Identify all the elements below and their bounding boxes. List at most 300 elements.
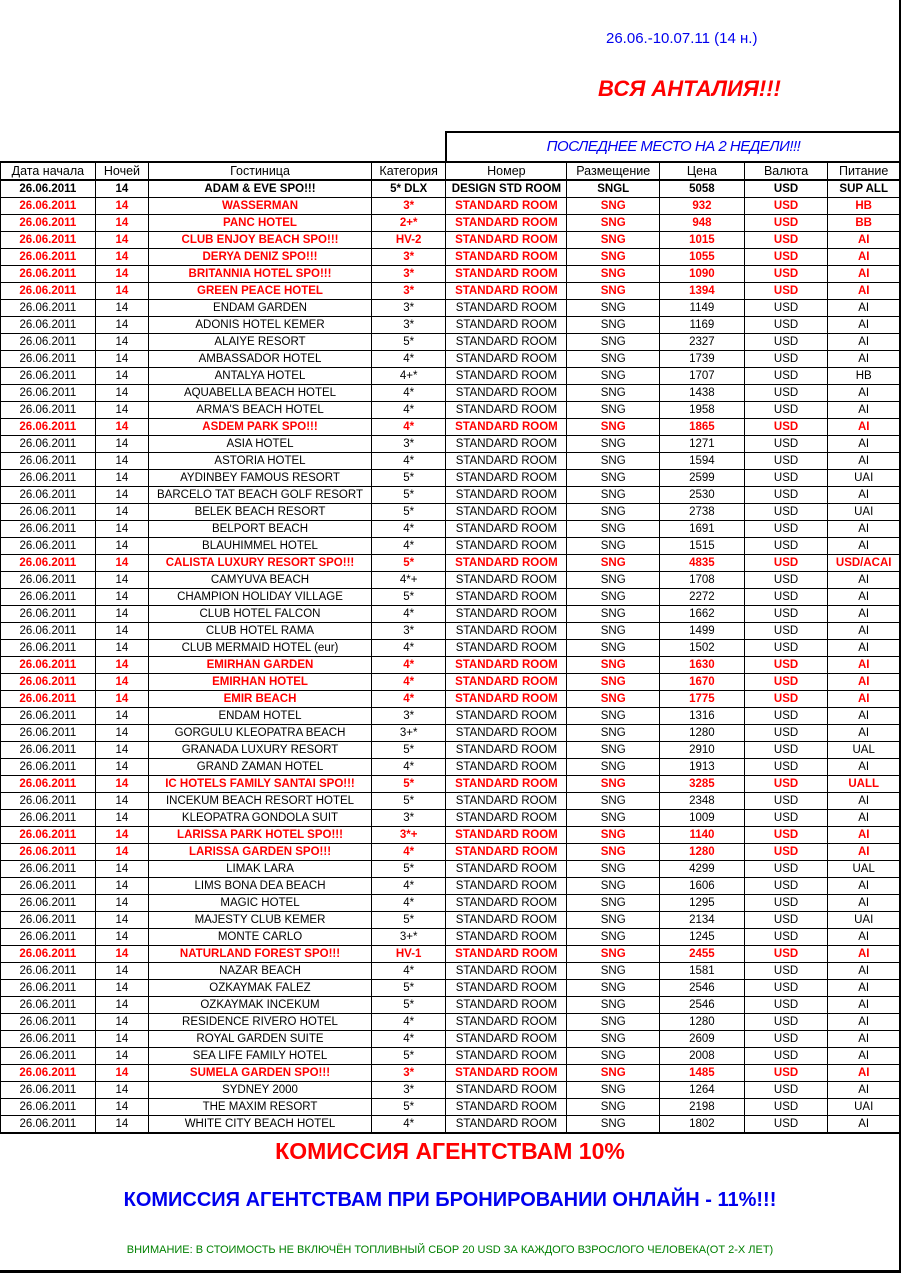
cell-occupancy: SNG	[567, 368, 660, 385]
cell-price: 2198	[660, 1099, 745, 1116]
cell-meal: AI	[828, 249, 900, 266]
cell-room: STANDARD ROOM	[446, 793, 567, 810]
table-row	[1, 1116, 900, 1134]
table-row	[1, 674, 900, 691]
table-header-row	[1, 162, 900, 180]
price-table	[0, 161, 900, 1134]
cell-hotel: ENDAM HOTEL	[149, 708, 372, 725]
cell-hotel: CLUB ENJOY BEACH SPO!!!	[149, 232, 372, 249]
cell-category: 4*	[371, 963, 446, 980]
cell-currency: USD	[744, 300, 828, 317]
cell-currency: USD	[744, 538, 828, 555]
cell-nights: 14	[95, 487, 148, 504]
cell-occupancy: SNG	[567, 521, 660, 538]
cell-meal: BB	[828, 215, 900, 232]
table-row	[1, 589, 900, 606]
cell-category: 5*	[371, 1099, 446, 1116]
cell-occupancy: SNG	[567, 232, 660, 249]
cell-start-date: 26.06.2011	[1, 538, 96, 555]
table-row	[1, 963, 900, 980]
cell-start-date: 26.06.2011	[1, 759, 96, 776]
cell-category: 3*	[371, 300, 446, 317]
cell-nights: 14	[95, 555, 148, 572]
cell-hotel: MAJESTY CLUB KEMER	[149, 912, 372, 929]
cell-room: STANDARD ROOM	[446, 708, 567, 725]
cell-price: 1739	[660, 351, 745, 368]
cell-occupancy: SNG	[567, 708, 660, 725]
cell-nights: 14	[95, 810, 148, 827]
cell-start-date: 26.06.2011	[1, 180, 96, 198]
cell-hotel: DERYA DENIZ SPO!!!	[149, 249, 372, 266]
cell-price: 1169	[660, 317, 745, 334]
column-header-category: Категория	[371, 162, 446, 180]
cell-currency: USD	[744, 1065, 828, 1082]
cell-nights: 14	[95, 283, 148, 300]
cell-currency: USD	[744, 691, 828, 708]
table-row	[1, 1082, 900, 1099]
cell-currency: USD	[744, 810, 828, 827]
cell-hotel: OZKAYMAK FALEZ	[149, 980, 372, 997]
table-row	[1, 555, 900, 572]
table-row	[1, 538, 900, 555]
cell-occupancy: SNG	[567, 436, 660, 453]
cell-room: STANDARD ROOM	[446, 555, 567, 572]
cell-category: 5*	[371, 793, 446, 810]
cell-nights: 14	[95, 402, 148, 419]
cell-start-date: 26.06.2011	[1, 742, 96, 759]
cell-hotel: ASDEM PARK SPO!!!	[149, 419, 372, 436]
cell-category: 4*	[371, 538, 446, 555]
cell-currency: USD	[744, 640, 828, 657]
cell-room: STANDARD ROOM	[446, 844, 567, 861]
cell-price: 1316	[660, 708, 745, 725]
cell-category: 5*	[371, 504, 446, 521]
cell-hotel: NAZAR BEACH	[149, 963, 372, 980]
cell-hotel: WHITE CITY BEACH HOTEL	[149, 1116, 372, 1134]
cell-start-date: 26.06.2011	[1, 419, 96, 436]
cell-price: 1394	[660, 283, 745, 300]
cell-hotel: LARISSA PARK HOTEL SPO!!!	[149, 827, 372, 844]
cell-price: 1707	[660, 368, 745, 385]
cell-meal: AI	[828, 759, 900, 776]
cell-meal: AI	[828, 929, 900, 946]
cell-price: 932	[660, 198, 745, 215]
table-row	[1, 708, 900, 725]
cell-category: 4*	[371, 844, 446, 861]
table-row	[1, 436, 900, 453]
cell-room: STANDARD ROOM	[446, 283, 567, 300]
cell-room: STANDARD ROOM	[446, 929, 567, 946]
cell-nights: 14	[95, 317, 148, 334]
cell-nights: 14	[95, 470, 148, 487]
cell-currency: USD	[744, 708, 828, 725]
commission-online-text: КОМИССИЯ АГЕНТСТВАМ ПРИ БРОНИРОВАНИИ ОНЛАЙН - 11%!!!	[123, 1189, 777, 1211]
cell-hotel: ENDAM GARDEN	[149, 300, 372, 317]
cell-category: 3*+	[371, 827, 446, 844]
table-row	[1, 980, 900, 997]
cell-price: 1140	[660, 827, 745, 844]
cell-nights: 14	[95, 198, 148, 215]
cell-room: STANDARD ROOM	[446, 436, 567, 453]
table-row	[1, 521, 900, 538]
cell-meal: AI	[828, 606, 900, 623]
cell-room: STANDARD ROOM	[446, 215, 567, 232]
cell-price: 1485	[660, 1065, 745, 1082]
cell-hotel: MONTE CARLO	[149, 929, 372, 946]
cell-currency: USD	[744, 402, 828, 419]
cell-meal: AI	[828, 1048, 900, 1065]
cell-occupancy: SNG	[567, 844, 660, 861]
cell-price: 1662	[660, 606, 745, 623]
cell-room: STANDARD ROOM	[446, 997, 567, 1014]
cell-meal: AI	[828, 402, 900, 419]
cell-category: 4*	[371, 1031, 446, 1048]
cell-room: STANDARD ROOM	[446, 895, 567, 912]
cell-meal: AI	[828, 300, 900, 317]
cell-start-date: 26.06.2011	[1, 198, 96, 215]
cell-meal: UAI	[828, 1099, 900, 1116]
cell-room: STANDARD ROOM	[446, 742, 567, 759]
cell-start-date: 26.06.2011	[1, 1099, 96, 1116]
cell-occupancy: SNG	[567, 725, 660, 742]
cell-nights: 14	[95, 946, 148, 963]
cell-category: 4*	[371, 521, 446, 538]
cell-nights: 14	[95, 640, 148, 657]
cell-nights: 14	[95, 708, 148, 725]
table-row	[1, 385, 900, 402]
table-row	[1, 793, 900, 810]
cell-room: STANDARD ROOM	[446, 1082, 567, 1099]
cell-start-date: 26.06.2011	[1, 436, 96, 453]
cell-occupancy: SNG	[567, 742, 660, 759]
cell-price: 2546	[660, 980, 745, 997]
column-header-start-date: Дата начала	[1, 162, 96, 180]
cell-nights: 14	[95, 1065, 148, 1082]
cell-room: STANDARD ROOM	[446, 810, 567, 827]
cell-category: 4*	[371, 351, 446, 368]
cell-occupancy: SNG	[567, 674, 660, 691]
table-row	[1, 300, 900, 317]
cell-start-date: 26.06.2011	[1, 351, 96, 368]
cell-start-date: 26.06.2011	[1, 895, 96, 912]
cell-room: STANDARD ROOM	[446, 351, 567, 368]
cell-nights: 14	[95, 232, 148, 249]
cell-room: STANDARD ROOM	[446, 232, 567, 249]
cell-category: 5*	[371, 487, 446, 504]
cell-meal: UAL	[828, 742, 900, 759]
cell-occupancy: SNG	[567, 895, 660, 912]
cell-price: 1670	[660, 674, 745, 691]
cell-occupancy: SNG	[567, 504, 660, 521]
cell-hotel: ANTALYA HOTEL	[149, 368, 372, 385]
cell-start-date: 26.06.2011	[1, 521, 96, 538]
cell-price: 2738	[660, 504, 745, 521]
cell-meal: AI	[828, 640, 900, 657]
cell-start-date: 26.06.2011	[1, 793, 96, 810]
cell-nights: 14	[95, 215, 148, 232]
cell-room: STANDARD ROOM	[446, 946, 567, 963]
cell-category: 5*	[371, 742, 446, 759]
table-row	[1, 419, 900, 436]
cell-nights: 14	[95, 1116, 148, 1134]
cell-occupancy: SNG	[567, 419, 660, 436]
cell-currency: USD	[744, 504, 828, 521]
cell-meal: AI	[828, 997, 900, 1014]
cell-price: 1149	[660, 300, 745, 317]
cell-room: STANDARD ROOM	[446, 640, 567, 657]
cell-start-date: 26.06.2011	[1, 725, 96, 742]
cell-occupancy: SNG	[567, 1014, 660, 1031]
cell-meal: AI	[828, 419, 900, 436]
cell-meal: AI	[828, 572, 900, 589]
cell-currency: USD	[744, 1116, 828, 1134]
cell-meal: AI	[828, 793, 900, 810]
cell-start-date: 26.06.2011	[1, 1048, 96, 1065]
cell-hotel: LIMAK LARA	[149, 861, 372, 878]
cell-category: 3*	[371, 1082, 446, 1099]
cell-price: 948	[660, 215, 745, 232]
cell-hotel: ARMA'S BEACH HOTEL	[149, 402, 372, 419]
cell-hotel: SUMELA GARDEN SPO!!!	[149, 1065, 372, 1082]
cell-currency: USD	[744, 657, 828, 674]
cell-occupancy: SNG	[567, 487, 660, 504]
table-row	[1, 1099, 900, 1116]
cell-category: 4*	[371, 1116, 446, 1134]
cell-start-date: 26.06.2011	[1, 317, 96, 334]
cell-currency: USD	[744, 555, 828, 572]
column-header-room: Номер	[446, 162, 567, 180]
cell-start-date: 26.06.2011	[1, 929, 96, 946]
cell-occupancy: SNG	[567, 657, 660, 674]
cell-price: 1015	[660, 232, 745, 249]
cell-currency: USD	[744, 334, 828, 351]
cell-hotel: EMIRHAN HOTEL	[149, 674, 372, 691]
cell-room: STANDARD ROOM	[446, 538, 567, 555]
cell-hotel: SYDNEY 2000	[149, 1082, 372, 1099]
cell-currency: USD	[744, 317, 828, 334]
cell-start-date: 26.06.2011	[1, 861, 96, 878]
cell-room: STANDARD ROOM	[446, 470, 567, 487]
cell-price: 1515	[660, 538, 745, 555]
cell-room: STANDARD ROOM	[446, 980, 567, 997]
cell-occupancy: SNGL	[567, 180, 660, 198]
cell-category: 5*	[371, 912, 446, 929]
cell-nights: 14	[95, 912, 148, 929]
cell-occupancy: SNG	[567, 215, 660, 232]
cell-price: 1775	[660, 691, 745, 708]
cell-nights: 14	[95, 180, 148, 198]
cell-currency: USD	[744, 606, 828, 623]
cell-meal: AI	[828, 351, 900, 368]
cell-occupancy: SNG	[567, 470, 660, 487]
cell-meal: AI	[828, 708, 900, 725]
commission-text: КОМИССИЯ АГЕНТСТВАМ 10%	[275, 1138, 625, 1164]
cell-category: 4*	[371, 606, 446, 623]
table-row	[1, 742, 900, 759]
cell-hotel: WASSERMAN	[149, 198, 372, 215]
cell-meal: AI	[828, 674, 900, 691]
cell-start-date: 26.06.2011	[1, 878, 96, 895]
table-row	[1, 266, 900, 283]
cell-start-date: 26.06.2011	[1, 385, 96, 402]
cell-nights: 14	[95, 742, 148, 759]
cell-meal: AI	[828, 691, 900, 708]
cell-meal: AI	[828, 980, 900, 997]
cell-nights: 14	[95, 980, 148, 997]
cell-nights: 14	[95, 504, 148, 521]
cell-price: 2599	[660, 470, 745, 487]
cell-meal: AI	[828, 827, 900, 844]
cell-category: 3*	[371, 810, 446, 827]
cell-price: 1581	[660, 963, 745, 980]
table-row	[1, 691, 900, 708]
cell-price: 2455	[660, 946, 745, 963]
cell-currency: USD	[744, 521, 828, 538]
table-row	[1, 334, 900, 351]
cell-currency: USD	[744, 266, 828, 283]
cell-nights: 14	[95, 606, 148, 623]
table-row	[1, 368, 900, 385]
cell-occupancy: SNG	[567, 589, 660, 606]
table-row	[1, 249, 900, 266]
cell-category: HV-2	[371, 232, 446, 249]
cell-start-date: 26.06.2011	[1, 402, 96, 419]
cell-price: 5058	[660, 180, 745, 198]
cell-price: 2327	[660, 334, 745, 351]
cell-category: 4*	[371, 895, 446, 912]
table-row	[1, 827, 900, 844]
cell-occupancy: SNG	[567, 1048, 660, 1065]
cell-hotel: CLUB HOTEL FALCON	[149, 606, 372, 623]
cell-occupancy: SNG	[567, 861, 660, 878]
cell-nights: 14	[95, 385, 148, 402]
cell-meal: AI	[828, 266, 900, 283]
cell-hotel: BELEK BEACH RESORT	[149, 504, 372, 521]
cell-start-date: 26.06.2011	[1, 1116, 96, 1134]
cell-room: STANDARD ROOM	[446, 453, 567, 470]
cell-meal: AI	[828, 589, 900, 606]
cell-price: 1913	[660, 759, 745, 776]
column-header-hotel: Гостиница	[149, 162, 372, 180]
column-header-currency: Валюта	[744, 162, 828, 180]
table-row	[1, 623, 900, 640]
cell-room: STANDARD ROOM	[446, 912, 567, 929]
cell-nights: 14	[95, 538, 148, 555]
cell-category: 3*	[371, 266, 446, 283]
cell-room: STANDARD ROOM	[446, 266, 567, 283]
cell-category: 3*	[371, 708, 446, 725]
table-row	[1, 606, 900, 623]
cell-currency: USD	[744, 283, 828, 300]
cell-nights: 14	[95, 861, 148, 878]
cell-currency: USD	[744, 980, 828, 997]
cell-room: STANDARD ROOM	[446, 861, 567, 878]
cell-price: 2609	[660, 1031, 745, 1048]
cell-price: 1009	[660, 810, 745, 827]
cell-start-date: 26.06.2011	[1, 844, 96, 861]
cell-meal: UAI	[828, 470, 900, 487]
cell-currency: USD	[744, 861, 828, 878]
cell-nights: 14	[95, 589, 148, 606]
cell-start-date: 26.06.2011	[1, 810, 96, 827]
table-row	[1, 283, 900, 300]
cell-room: STANDARD ROOM	[446, 504, 567, 521]
cell-currency: USD	[744, 946, 828, 963]
cell-room: STANDARD ROOM	[446, 317, 567, 334]
cell-category: 3+*	[371, 929, 446, 946]
cell-hotel: ASIA HOTEL	[149, 436, 372, 453]
cell-meal: AI	[828, 1031, 900, 1048]
cell-meal: UAL	[828, 861, 900, 878]
cell-start-date: 26.06.2011	[1, 691, 96, 708]
cell-hotel: EMIR BEACH	[149, 691, 372, 708]
cell-price: 4835	[660, 555, 745, 572]
cell-meal: UAI	[828, 504, 900, 521]
table-row	[1, 759, 900, 776]
cell-room: STANDARD ROOM	[446, 1116, 567, 1134]
cell-meal: USD/ACAI	[828, 555, 900, 572]
cell-price: 1295	[660, 895, 745, 912]
cell-occupancy: SNG	[567, 929, 660, 946]
cell-currency: USD	[744, 725, 828, 742]
cell-nights: 14	[95, 436, 148, 453]
cell-occupancy: SNG	[567, 912, 660, 929]
table-row	[1, 861, 900, 878]
cell-price: 2008	[660, 1048, 745, 1065]
cell-meal: HB	[828, 368, 900, 385]
cell-occupancy: SNG	[567, 946, 660, 963]
cell-category: 4*	[371, 640, 446, 657]
table-row	[1, 810, 900, 827]
cell-hotel: CALISTA LUXURY RESORT SPO!!!	[149, 555, 372, 572]
cell-nights: 14	[95, 691, 148, 708]
cell-price: 1280	[660, 844, 745, 861]
cell-meal: AI	[828, 1082, 900, 1099]
cell-category: 5*	[371, 997, 446, 1014]
cell-hotel: EMIRHAN GARDEN	[149, 657, 372, 674]
table-row	[1, 1065, 900, 1082]
cell-meal: AI	[828, 1116, 900, 1134]
cell-currency: USD	[744, 180, 828, 198]
cell-currency: USD	[744, 827, 828, 844]
table-row	[1, 725, 900, 742]
cell-category: 4*+	[371, 572, 446, 589]
cell-category: 5*	[371, 776, 446, 793]
cell-price: 1802	[660, 1116, 745, 1134]
cell-meal: AI	[828, 1065, 900, 1082]
cell-nights: 14	[95, 1031, 148, 1048]
cell-nights: 14	[95, 266, 148, 283]
cell-nights: 14	[95, 1099, 148, 1116]
cell-nights: 14	[95, 334, 148, 351]
table-row	[1, 946, 900, 963]
cell-nights: 14	[95, 657, 148, 674]
cell-room: STANDARD ROOM	[446, 385, 567, 402]
cell-meal: AI	[828, 1014, 900, 1031]
cell-start-date: 26.06.2011	[1, 827, 96, 844]
table-row	[1, 198, 900, 215]
cell-hotel: CAMYUVA BEACH	[149, 572, 372, 589]
cell-price: 2134	[660, 912, 745, 929]
cell-price: 1055	[660, 249, 745, 266]
cell-nights: 14	[95, 572, 148, 589]
cell-room: STANDARD ROOM	[446, 1065, 567, 1082]
cell-price: 1865	[660, 419, 745, 436]
cell-currency: USD	[744, 1048, 828, 1065]
cell-category: 4*	[371, 674, 446, 691]
table-row	[1, 657, 900, 674]
cell-meal: UALL	[828, 776, 900, 793]
